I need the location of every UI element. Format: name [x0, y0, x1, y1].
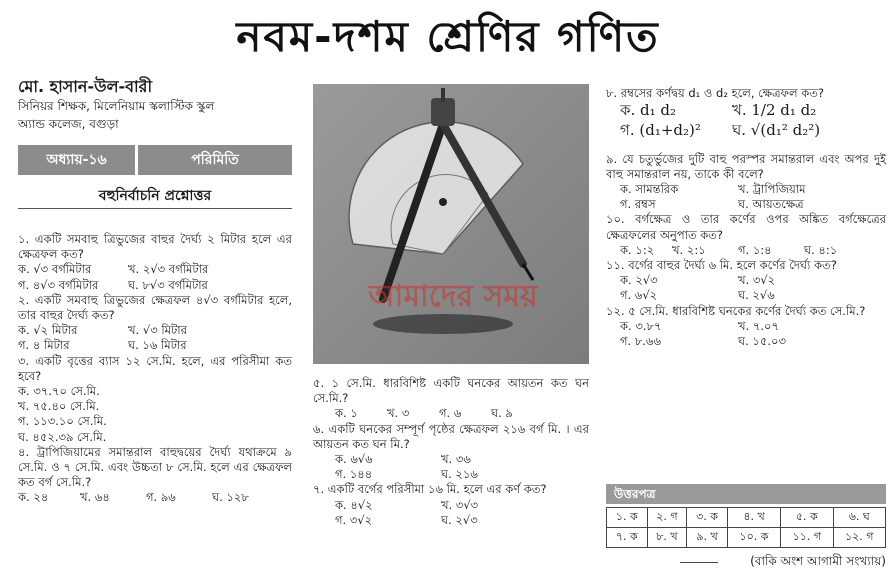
q10-option-d: ঘ. ৪:১: [804, 242, 838, 257]
question-5: ৫. ১ সে.মি. ধারবিশিষ্ট একটি ঘনকের আয়তন কত ঘন সে.মি.?: [313, 376, 589, 406]
q11-option-b: খ. ৩√২: [738, 273, 776, 288]
q3-option-b: খ. ৭৫.৪০ সে.মি.: [18, 399, 100, 414]
chapter-bar: [18, 145, 292, 175]
q5-option-b: খ. ৩: [387, 406, 410, 421]
q4-option-d: ঘ. ১২৮: [212, 490, 249, 505]
q4-option-a: ক. ২৪: [18, 490, 49, 505]
q2-option-b: খ. √৩ মিটার: [128, 323, 187, 338]
answer-cell: ৭. ক: [607, 528, 648, 548]
section-title: বহুনির্বাচনি প্রশ্নোত্তর: [98, 188, 212, 204]
q9-option-d: ঘ. আয়তক্ষেত্র: [738, 197, 804, 212]
q12-option-d: ঘ. ১৫.০৩: [738, 334, 786, 349]
answer-sheet-header: [606, 484, 886, 504]
right-column: [606, 86, 886, 349]
q11-option-a: ক. ২√৩: [620, 273, 658, 288]
answer-cell: ১০. ক: [727, 528, 780, 548]
answer-cell: ৪. খ: [727, 508, 780, 528]
answer-sheet-title: উত্তরপত্র: [614, 487, 656, 501]
q2-option-d: ঘ. ১৬ মিটার: [128, 338, 187, 353]
question-2: ২. একটি সমবাহু ত্রিভুজের ক্ষেত্রফল ৪√৩ বর্গমিটার হলে, তার বাহুর দৈর্ঘ্য কত?: [18, 292, 292, 323]
answer-sheet: [606, 484, 886, 548]
answer-row-2: [607, 528, 886, 548]
q3-option-c: গ. ১১৩.১০ সে.মি.: [18, 414, 107, 429]
q7-option-c: গ. ৩√২: [335, 512, 373, 527]
question-11: ১১. বর্গের বাহুর দৈর্ঘ্য ৬ মি. হলে কর্ণের দৈর্ঘ্য কত?: [606, 258, 837, 273]
q1-option-c: গ. ৪√৩ বর্গমিটার: [18, 277, 99, 292]
q9-option-c: গ. রম্বস: [620, 197, 656, 212]
answer-cell: ৯. খ: [687, 528, 728, 548]
question-6: ৬. একটি ঘনকের সম্পূর্ণ পৃষ্ঠের ক্ষেত্রফল ২১৬ বর্গ মি. । এর আয়তন কত ঘন মি.?: [313, 421, 589, 451]
q12-option-c: গ. ৮.৬৬: [620, 334, 661, 349]
q4-option-b: খ. ৬৪: [80, 490, 110, 505]
q12-option-a: ক. ৩.৮৭: [620, 318, 662, 333]
chapter-name: পরিমিতি: [191, 152, 239, 168]
q10-option-c: গ. ১:৪: [738, 242, 772, 257]
answer-cell: ২. গ: [647, 508, 687, 528]
compass-protractor-photo: [313, 84, 589, 364]
answer-cell: ৫. ক: [781, 508, 833, 528]
q6-option-c: গ. ১৪৪: [335, 467, 373, 482]
q12-option-b: খ. ৭.০৭: [738, 318, 779, 333]
answer-cell: ১. ক: [607, 508, 648, 528]
q8-option-d: ঘ. √(d₁² d₂²): [732, 121, 821, 140]
continued-note: (বাকি অংশ আগামী সংখ্যায়): [750, 554, 886, 568]
q5-option-d: ঘ. ৯: [491, 406, 513, 421]
q8-option-b: খ. 1/2 d₁ d₂: [732, 101, 817, 120]
author-designation: সিনিয়র শিক্ষক, মিলেনিয়াম স্কলাস্টিক স্কুল: [18, 99, 215, 113]
q7-option-a: ক. ৪√২: [335, 497, 373, 512]
question-4: ৪. ট্রাপিজিয়ামের সমান্তরাল বাহুদ্বয়ের দৈর্ঘ্য যথাক্রমে ৯ সে.মি. ও ৭ সে.মি. এবং উচ্চতা ৮ সে.মি. হলে এর ক্ষেত্রফল কত বর্গ সে.মি.?: [18, 444, 292, 490]
middle-column: [313, 376, 589, 528]
q2-option-a: ক. √২ মিটার: [18, 323, 78, 338]
question-8: ৮. রম্বসের কর্ণদ্বয় d₁ ও d₂ হলে, ক্ষেত্রফল কত?: [606, 86, 824, 100]
question-9: ৯. যে চতুর্ভুজের দুটি বাহু পরস্পর সমান্তরাল এবং অপর দুই বাহু সমান্তরাল নয়, তাকে কী বলে?: [606, 151, 886, 181]
author-name: মো. হাসান-উল-বারী: [18, 77, 153, 96]
q6-option-d: ঘ. ২১৬: [441, 467, 478, 482]
q9-option-a: ক. সামন্তরিক: [620, 182, 679, 197]
q6-option-b: খ. ৩৬: [441, 452, 471, 467]
question-7: ৭. একটি বর্গের পরিসীমা ১৬ মি. হলে এর কর্ণ কত?: [313, 482, 547, 497]
answer-cell: ১১. গ: [781, 528, 833, 548]
q1-option-b: খ. ২√৩ বর্গমিটার: [128, 262, 209, 277]
q5-option-c: গ. ৬: [439, 406, 462, 421]
chapter-number: অধ্যায়-১৬: [46, 152, 107, 168]
answer-cell: ১২. গ: [833, 528, 885, 548]
answer-table: [606, 507, 886, 548]
q1-option-a: ক. √৩ বর্গমিটার: [18, 262, 92, 277]
section-rule: [18, 208, 292, 209]
answer-cell: ৩. ক: [687, 508, 728, 528]
q7-option-b: খ. ৩√৩: [441, 497, 479, 512]
q8-option-a: ক. d₁ d₂: [620, 101, 677, 120]
answer-row-1: [607, 508, 886, 528]
q11-option-c: গ. ৬√২: [620, 288, 658, 303]
q10-option-a: ক. ১:২: [620, 242, 655, 257]
q5-option-a: ক. ১: [335, 406, 358, 421]
q3-option-a: ক. ৩৭.৭০ সে.মি.: [18, 384, 100, 399]
q9-option-b: খ. ট্রাপিজিয়াম: [738, 182, 806, 197]
newspaper-watermark: আমাদের সময়: [368, 279, 538, 314]
question-10: ১০. বর্গক্ষেত্র ও তার কর্ণের ওপর অঙ্কিত বর্গক্ষেত্রের ক্ষেত্রফলের অনুপাত কত?: [606, 212, 886, 242]
question-12: ১২. ৫ সে.মি. ধারবিশিষ্ট ঘনকের কর্ণের দৈর্ঘ্য কত সে.মি.?: [606, 303, 866, 318]
q11-option-d: ঘ. ২√৬: [738, 288, 775, 303]
q6-option-a: ক. ৬√৬: [335, 452, 373, 467]
q8-option-c: গ. (d₁+d₂)²: [620, 121, 701, 140]
answer-cell: ৮. খ: [647, 528, 687, 548]
left-column: [18, 232, 292, 506]
headline: নবম-দশম শ্রেণির গণিত: [236, 12, 660, 61]
question-3: ৩. একটি বৃত্তের ব্যাস ১২ সে.মি. হলে, এর পরিসীমা কত হবে?: [18, 353, 292, 383]
q10-option-b: খ. ২:১: [672, 242, 706, 257]
q1-option-d: ঘ. ৮√৩ বর্গমিটার: [128, 277, 208, 292]
question-1: ১. একটি সমবাহু ত্রিভুজের বাহুর দৈর্ঘ্য ২ মিটার হলে এর ক্ষেত্রফল কত?: [18, 232, 292, 262]
answer-cell: ৬. ঘ: [833, 508, 885, 528]
q7-option-d: ঘ. ২√৩: [441, 512, 478, 527]
question-1-options: [18, 262, 292, 277]
q3-option-d: ঘ. ৪৫২.৩৯ সে.মি.: [18, 429, 107, 444]
author-institution: অ্যান্ড কলেজ, বগুড়া: [18, 117, 119, 131]
q2-option-c: গ. ৪ মিটার: [18, 338, 70, 353]
q4-option-c: গ. ৯৬: [146, 490, 176, 505]
